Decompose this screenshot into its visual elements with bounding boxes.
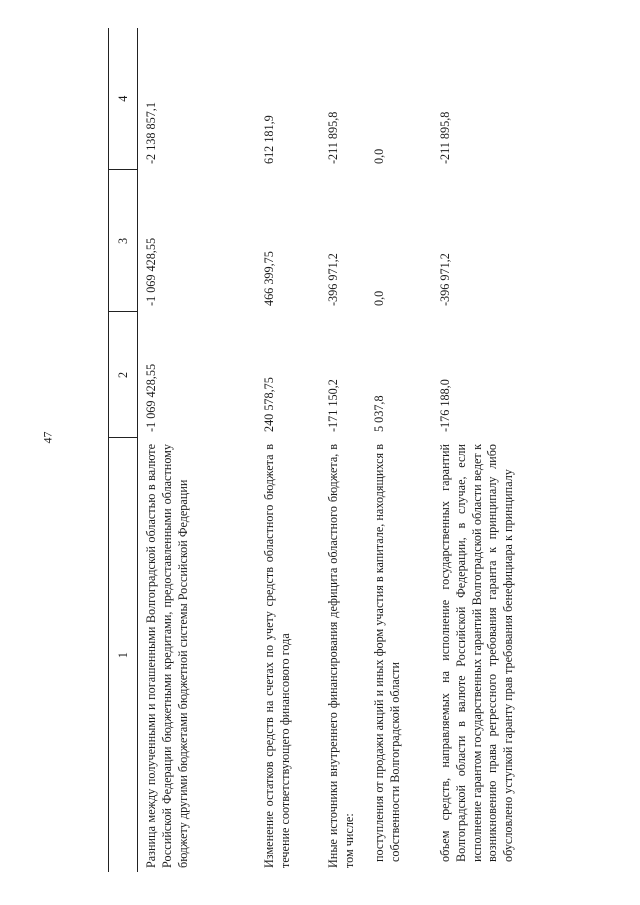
row-value-col4: 0,0 bbox=[372, 148, 386, 164]
row-label: Разница между полученными и погашенными Волгоградской областью в валюте Российской Федерации бюджетными кредитами, предоставленными областному бюджету другими бюджетами бюджетной системы Российской Федерации bbox=[144, 444, 190, 868]
row-label: Иные источники внутреннего финансирования дефицита областного бюджета, в том числе: bbox=[326, 444, 356, 868]
row-value-col4: -2 138 857,1 bbox=[144, 102, 158, 164]
row-value-col4: 612 181,9 bbox=[262, 115, 276, 164]
page-number: 47 bbox=[40, 431, 55, 444]
table-header-row bbox=[109, 28, 138, 872]
row-value-col3: 466 399,75 bbox=[262, 251, 276, 306]
row-value-col4: -211 895,8 bbox=[326, 111, 340, 164]
column-header-2: 2 bbox=[109, 312, 138, 438]
table-row bbox=[366, 28, 432, 872]
row-value-col2: -1 069 428,55 bbox=[144, 363, 158, 432]
table-row bbox=[256, 28, 320, 872]
row-value-col2: -171 150,2 bbox=[326, 379, 340, 432]
table-row bbox=[320, 28, 366, 872]
financing-sources-table bbox=[108, 28, 558, 872]
column-header-4: 4 bbox=[109, 28, 138, 170]
row-value-col2: 240 578,75 bbox=[262, 377, 276, 432]
row-value-col3: -396 971,2 bbox=[438, 253, 452, 306]
row-value-col4: -211 895,8 bbox=[438, 111, 452, 164]
row-label: Изменение остатков средств на счетах по учету средств областного бюджета в течение соответствующего финансового года bbox=[262, 444, 292, 868]
table-row bbox=[138, 28, 257, 872]
rotated-table-container bbox=[108, 28, 548, 872]
row-value-col2: 5 037,8 bbox=[372, 395, 386, 432]
row-value-col2: -176 188,0 bbox=[438, 379, 452, 432]
row-value-col3: 0,0 bbox=[372, 290, 386, 306]
row-value-col3: -1 069 428,55 bbox=[144, 237, 158, 306]
column-header-3: 3 bbox=[109, 170, 138, 312]
table-row bbox=[432, 28, 558, 872]
column-header-1: 1 bbox=[109, 438, 138, 872]
row-label: объем средств, направляемых на исполнение государственных гарантий Волгоградской области в валюте Российской Федерации, в случае, если исполнение гарантом государственных гарантий Волгоградской области ведет к возникновению права регрессного требования гаранта к принципалу либо обусловлено уступкой гаранту прав требования бенефициара к принципалу bbox=[438, 444, 516, 862]
row-label: поступления от продажи акций и иных форм участия в капитале, находящихся в собственности Волгоградской области bbox=[372, 444, 402, 862]
row-value-col3: -396 971,2 bbox=[326, 253, 340, 306]
